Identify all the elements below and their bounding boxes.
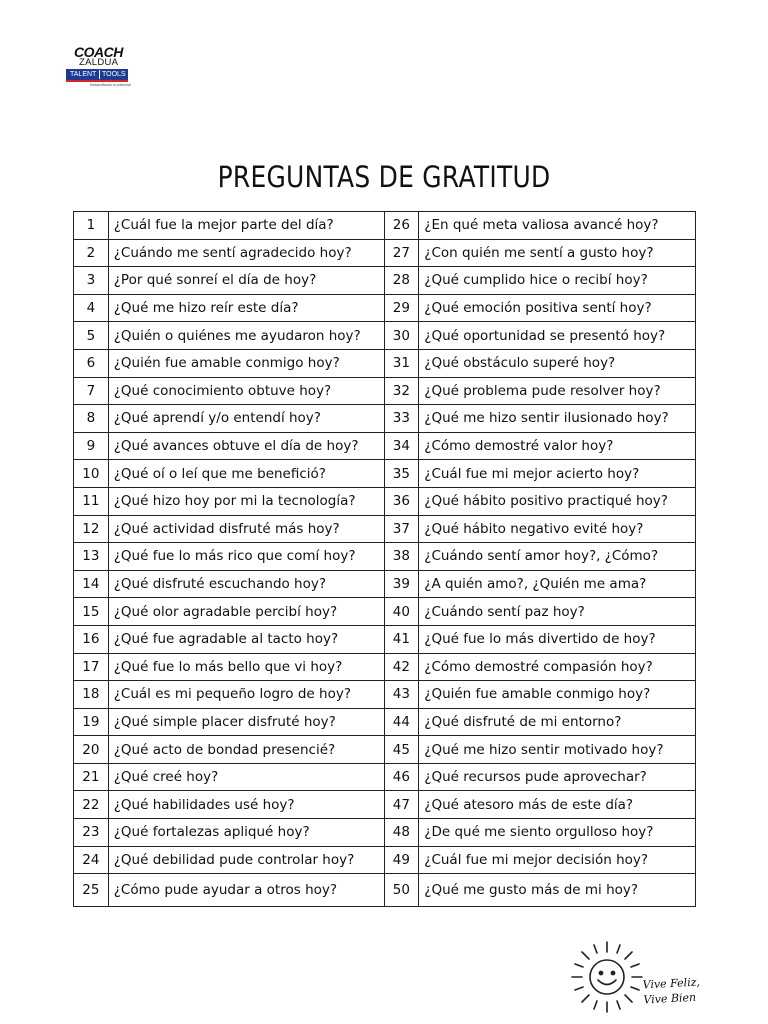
question-text: ¿Qué disfruté escuchando hoy?	[108, 570, 384, 598]
question-text: ¿Qué simple placer disfruté hoy?	[108, 708, 384, 736]
table-row	[74, 791, 696, 819]
question-number: 36	[384, 487, 419, 515]
question-number: 43	[384, 681, 419, 709]
question-number: 2	[74, 239, 109, 267]
question-number: 23	[74, 819, 109, 847]
table-row	[74, 763, 696, 791]
logo-accent-line	[66, 80, 128, 82]
question-number: 39	[384, 570, 419, 598]
table-row	[74, 239, 696, 267]
question-number: 4	[74, 294, 109, 322]
question-number: 21	[74, 763, 109, 791]
question-text: ¿Qué cumplido hice o recibí hoy?	[419, 267, 696, 295]
table-row	[74, 846, 696, 874]
table-row	[74, 598, 696, 626]
table-row	[74, 681, 696, 709]
question-text: ¿Qué fue lo más divertido de hoy?	[419, 625, 696, 653]
question-text: ¿Qué obstáculo superé hoy?	[419, 349, 696, 377]
question-text: ¿Quién fue amable conmigo hoy?	[108, 349, 384, 377]
question-text: ¿Qué emoción positiva sentí hoy?	[419, 294, 696, 322]
question-text: ¿Qué hábito negativo evité hoy?	[419, 515, 696, 543]
question-number: 15	[74, 598, 109, 626]
question-number: 31	[384, 349, 419, 377]
question-text: ¿Qué olor agradable percibí hoy?	[108, 598, 384, 626]
question-number: 45	[384, 736, 419, 764]
question-text: ¿Qué disfruté de mi entorno?	[419, 708, 696, 736]
question-number: 48	[384, 819, 419, 847]
table-row	[74, 294, 696, 322]
question-number: 12	[74, 515, 109, 543]
question-text: ¿Qué acto de bondad presencié?	[108, 736, 384, 764]
question-number: 1	[74, 212, 109, 240]
question-text: ¿Qué aprendí y/o entendí hoy?	[108, 405, 384, 433]
table-row	[74, 405, 696, 433]
question-number: 34	[384, 432, 419, 460]
logo-band	[66, 69, 128, 80]
question-text: ¿Qué debilidad pude controlar hoy?	[108, 846, 384, 874]
question-text: ¿Cuál fue mi mejor acierto hoy?	[419, 460, 696, 488]
question-text: ¿Qué me gusto más de mi hoy?	[419, 874, 696, 907]
question-text: ¿Cómo demostré compasión hoy?	[419, 653, 696, 681]
question-number: 33	[384, 405, 419, 433]
question-text: ¿Quién o quiénes me ayudaron hoy?	[108, 322, 384, 350]
table-row	[74, 874, 696, 907]
question-number: 32	[384, 377, 419, 405]
question-text: ¿Cómo pude ayudar a otros hoy?	[108, 874, 384, 907]
question-text: ¿Quién fue amable conmigo hoy?	[419, 681, 696, 709]
question-number: 35	[384, 460, 419, 488]
question-number: 28	[384, 267, 419, 295]
question-number: 3	[74, 267, 109, 295]
question-number: 50	[384, 874, 419, 907]
question-text: ¿Qué creé hoy?	[108, 763, 384, 791]
question-number: 47	[384, 791, 419, 819]
question-text: ¿Cómo demostré valor hoy?	[419, 432, 696, 460]
question-text: ¿Con quién me sentí a gusto hoy?	[419, 239, 696, 267]
question-number: 42	[384, 653, 419, 681]
question-text: ¿Qué oportunidad se presentó hoy?	[419, 322, 696, 350]
question-text: ¿Cuál fue mi mejor decisión hoy?	[419, 846, 696, 874]
question-text: ¿Qué conocimiento obtuve hoy?	[108, 377, 384, 405]
question-text: ¿Qué fue lo más rico que comí hoy?	[108, 543, 384, 571]
questions-table	[73, 211, 696, 907]
question-number: 6	[74, 349, 109, 377]
question-text: ¿A quién amo?, ¿Quién me ama?	[419, 570, 696, 598]
question-text: ¿Cuál es mi pequeño logro de hoy?	[108, 681, 384, 709]
question-text: ¿Qué me hizo sentir ilusionado hoy?	[419, 405, 696, 433]
question-number: 8	[74, 405, 109, 433]
table-row	[74, 736, 696, 764]
table-row	[74, 819, 696, 847]
question-number: 30	[384, 322, 419, 350]
question-number: 19	[74, 708, 109, 736]
question-text: ¿Qué habilidades usé hoy?	[108, 791, 384, 819]
logo-talent: TALENT	[70, 71, 97, 78]
question-number: 5	[74, 322, 109, 350]
question-number: 14	[74, 570, 109, 598]
question-number: 25	[74, 874, 109, 907]
motto	[642, 975, 701, 1008]
question-text: ¿Qué me hizo reír este día?	[108, 294, 384, 322]
question-number: 13	[74, 543, 109, 571]
table-row	[74, 349, 696, 377]
question-number: 24	[74, 846, 109, 874]
question-text: ¿Qué recursos pude aprovechar?	[419, 763, 696, 791]
table-row	[74, 432, 696, 460]
table-row	[74, 625, 696, 653]
table-row	[74, 377, 696, 405]
question-number: 11	[74, 487, 109, 515]
question-number: 7	[74, 377, 109, 405]
motto-line-2: Vive Bien	[643, 990, 697, 1007]
question-text: ¿Qué avances obtuve el día de hoy?	[108, 432, 384, 460]
question-text: ¿Cuándo sentí paz hoy?	[419, 598, 696, 626]
question-text: ¿Cuándo me sentí agradecido hoy?	[108, 239, 384, 267]
question-text: ¿En qué meta valiosa avancé hoy?	[419, 212, 696, 240]
table-row	[74, 460, 696, 488]
question-text: ¿Qué oí o leí que me benefició?	[108, 460, 384, 488]
question-text: ¿Qué hizo hoy por mi la tecnología?	[108, 487, 384, 515]
question-number: 16	[74, 625, 109, 653]
question-number: 44	[384, 708, 419, 736]
question-text: ¿Qué problema pude resolver hoy?	[419, 377, 696, 405]
table-row	[74, 487, 696, 515]
logo-tagline: Desarrollando tu potencial	[90, 83, 131, 87]
table-row	[74, 267, 696, 295]
question-text: ¿Qué fue agradable al tacto hoy?	[108, 625, 384, 653]
question-number: 38	[384, 543, 419, 571]
question-number: 18	[74, 681, 109, 709]
question-text: ¿Cuándo sentí amor hoy?, ¿Cómo?	[419, 543, 696, 571]
question-text: ¿Qué hábito positivo practiqué hoy?	[419, 487, 696, 515]
question-number: 20	[74, 736, 109, 764]
table-row	[74, 653, 696, 681]
question-text: ¿Qué me hizo sentir motivado hoy?	[419, 736, 696, 764]
question-number: 29	[384, 294, 419, 322]
smiling-sun-icon	[567, 937, 647, 1017]
motto-line-1: Vive Feliz,	[642, 975, 701, 992]
question-number: 17	[74, 653, 109, 681]
table-row	[74, 212, 696, 240]
question-number: 46	[384, 763, 419, 791]
question-number: 49	[384, 846, 419, 874]
question-number: 41	[384, 625, 419, 653]
table-row	[74, 543, 696, 571]
table-row	[74, 570, 696, 598]
coach-zaldua-logo	[64, 44, 130, 88]
question-number: 40	[384, 598, 419, 626]
table-row	[74, 322, 696, 350]
logo-tools: TOOLS	[99, 70, 128, 79]
table-row	[74, 515, 696, 543]
question-number: 26	[384, 212, 419, 240]
question-text: ¿Cuál fue la mejor parte del día?	[108, 212, 384, 240]
question-number: 10	[74, 460, 109, 488]
question-number: 22	[74, 791, 109, 819]
question-number: 27	[384, 239, 419, 267]
question-text: ¿Qué actividad disfruté más hoy?	[108, 515, 384, 543]
question-text: ¿Por qué sonreí el día de hoy?	[108, 267, 384, 295]
question-text: ¿Qué fortalezas apliqué hoy?	[108, 819, 384, 847]
logo-brand: COACH	[74, 44, 123, 60]
question-text: ¿De qué me siento orgulloso hoy?	[419, 819, 696, 847]
question-number: 37	[384, 515, 419, 543]
question-text: ¿Qué fue lo más bello que vi hoy?	[108, 653, 384, 681]
table-row	[74, 708, 696, 736]
logo-name: ZALDUA	[79, 57, 119, 68]
question-text: ¿Qué atesoro más de este día?	[419, 791, 696, 819]
question-number: 9	[74, 432, 109, 460]
page-title: PREGUNTAS DE GRATITUD	[217, 160, 551, 194]
